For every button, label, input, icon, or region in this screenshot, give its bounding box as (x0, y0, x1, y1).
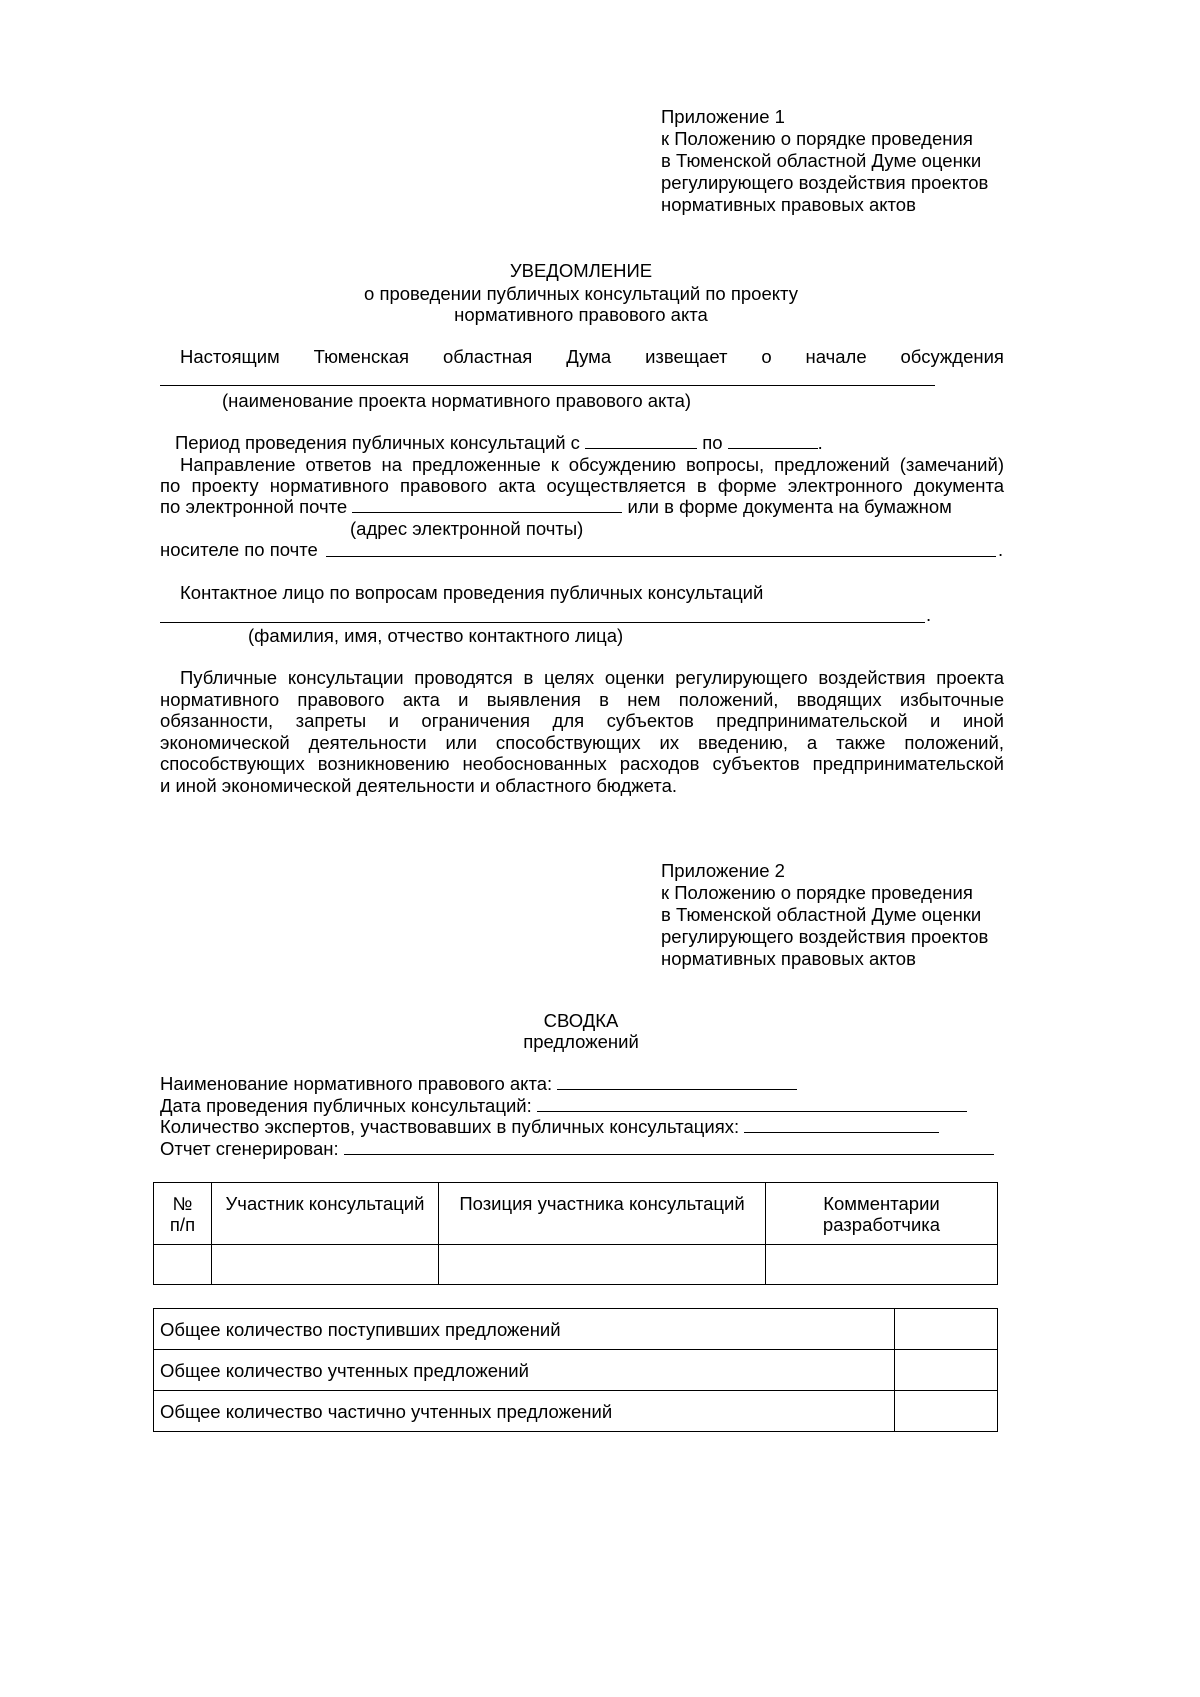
totals-label (154, 1309, 895, 1350)
totals-row (154, 1350, 998, 1391)
appendix1-header (661, 106, 988, 216)
email-suffix: или в форме документа на бумажном (627, 496, 952, 517)
field-experts-label: Количество экспертов, участвовавших в публичных консультациях: (160, 1116, 740, 1137)
period-line (175, 434, 823, 453)
appendix2-header (661, 860, 988, 970)
appendix2-line: к Положению о порядке проведения (661, 882, 973, 903)
intro-word: обсуждения (900, 346, 1004, 367)
totals-row (154, 1391, 998, 1432)
notice-subtitle: о проведении публичных консультаций по проекту (364, 283, 798, 304)
field-date-label: Дата проведения публичных консультаций: (160, 1095, 532, 1116)
paper-prefix: носителе по почте (160, 539, 318, 560)
field-report-blank[interactable] (344, 1153, 994, 1155)
intro-word: извещает (645, 346, 728, 367)
table-cell[interactable] (766, 1245, 998, 1285)
totals-label-text: Общее количество учтенных предложений (160, 1360, 529, 1381)
table-cell[interactable] (154, 1245, 212, 1285)
appendix1-line: регулирующего воздействия проектов (661, 172, 989, 193)
notice-subtitle: нормативного правового акта (454, 304, 708, 325)
purpose-line: обязанности, запреты и ограничения для субъектов предпринимательской и иной (160, 710, 1004, 731)
appendix1-line: Приложение 1 (661, 106, 785, 127)
totals-label-text: Общее количество поступивших предложений (160, 1319, 561, 1340)
summary-title: СВОДКА (543, 1010, 619, 1031)
period-start-blank[interactable] (585, 447, 697, 449)
table-row (154, 1245, 998, 1285)
purpose-line: Публичные консультации проводятся в целях оценки регулирующего воздействия проекта (180, 667, 1004, 688)
field-act-blank[interactable] (557, 1088, 797, 1090)
contact-end: . (926, 604, 932, 625)
paper-address-blank[interactable] (326, 556, 996, 557)
notice-intro (180, 348, 1004, 367)
appendix2-line: Приложение 2 (661, 860, 785, 881)
header-participant (212, 1183, 439, 1245)
contact-blank[interactable] (160, 622, 925, 623)
table-cell[interactable] (212, 1245, 439, 1285)
field-act (160, 1075, 797, 1094)
purpose-line: способствующих возникновению необоснованных расходов субъектов предпринимательской (160, 753, 1004, 774)
email-prefix: по электронной почте (160, 496, 348, 517)
totals-row (154, 1309, 998, 1350)
period-end: . (817, 432, 823, 453)
act-name-blank[interactable] (160, 385, 935, 386)
period-end-blank[interactable] (728, 447, 818, 449)
header-position-label: Позиция участника консультаций (459, 1193, 745, 1214)
totals-label-text: Общее количество частично учтенных предложений (160, 1401, 613, 1422)
header-num-line: п/п (169, 1214, 196, 1235)
appendix2-line: в Тюменской областной Думе оценки (661, 904, 982, 925)
header-num-line: № (172, 1193, 193, 1214)
direction-line: Направление ответов на предложенные к обсуждению вопросы, предложений (замечаний) (180, 454, 1004, 475)
appendix1-line: нормативных правовых актов (661, 194, 916, 215)
intro-word: областная (442, 346, 533, 367)
totals-value[interactable] (895, 1391, 998, 1432)
field-report-label: Отчет сгенерирован: (160, 1138, 339, 1159)
act-name-caption: (наименование проекта нормативного правового акта) (222, 390, 692, 411)
contact-line: Контактное лицо по вопросам проведения публичных консультаций (180, 582, 764, 603)
totals-value[interactable] (895, 1309, 998, 1350)
period-prefix: Период проведения публичных консультаций с (175, 432, 580, 453)
table-header-row (154, 1183, 998, 1245)
email-line (160, 498, 952, 517)
appendix2-line: нормативных правовых актов (661, 948, 916, 969)
paper-end: . (998, 539, 1004, 560)
totals-table (153, 1308, 998, 1432)
field-experts (160, 1118, 939, 1137)
totals-value[interactable] (895, 1350, 998, 1391)
email-blank[interactable] (352, 511, 622, 513)
appendix1-line: к Положению о порядке проведения (661, 128, 973, 149)
email-caption: (адрес электронной почты) (350, 518, 584, 539)
header-participant-label: Участник консультаций (225, 1193, 425, 1214)
period-mid: по (702, 432, 723, 453)
proposals-table (153, 1182, 998, 1285)
appendix1-line: в Тюменской областной Думе оценки (661, 150, 982, 171)
totals-label (154, 1391, 895, 1432)
intro-word: Настоящим (180, 346, 280, 367)
field-report (160, 1140, 994, 1159)
purpose-line: нормативного правового акта и выявления в нем положений, вводящих избыточные (160, 689, 1004, 710)
purpose-line: экономической деятельности или способствующих их введению, а также положений, (160, 732, 1004, 753)
contact-caption: (фамилия, имя, отчество контактного лица) (248, 625, 624, 646)
summary-subtitle: предложений (523, 1031, 639, 1052)
field-experts-blank[interactable] (744, 1131, 939, 1133)
header-position (439, 1183, 766, 1245)
field-act-label: Наименование нормативного правового акта: (160, 1073, 553, 1094)
intro-word: начале (805, 346, 867, 367)
header-comments (766, 1183, 998, 1245)
purpose-line: и иной экономической деятельности и областного бюджета. (160, 775, 678, 796)
table-cell[interactable] (439, 1245, 766, 1285)
intro-word: Тюменская (313, 346, 410, 367)
direction-line: по проекту нормативного правового акта осуществляется в форме электронного документа (160, 475, 1004, 496)
header-comments-line: разработчика (822, 1214, 941, 1235)
field-date-blank[interactable] (537, 1110, 967, 1112)
appendix2-line: регулирующего воздействия проектов (661, 926, 989, 947)
intro-word: о (761, 346, 772, 367)
intro-word: Дума (566, 346, 612, 367)
field-date (160, 1097, 967, 1116)
header-num (154, 1183, 212, 1245)
header-comments-line: Комментарии (823, 1193, 940, 1214)
notice-title: УВЕДОМЛЕНИЕ (509, 260, 653, 281)
totals-label (154, 1350, 895, 1391)
